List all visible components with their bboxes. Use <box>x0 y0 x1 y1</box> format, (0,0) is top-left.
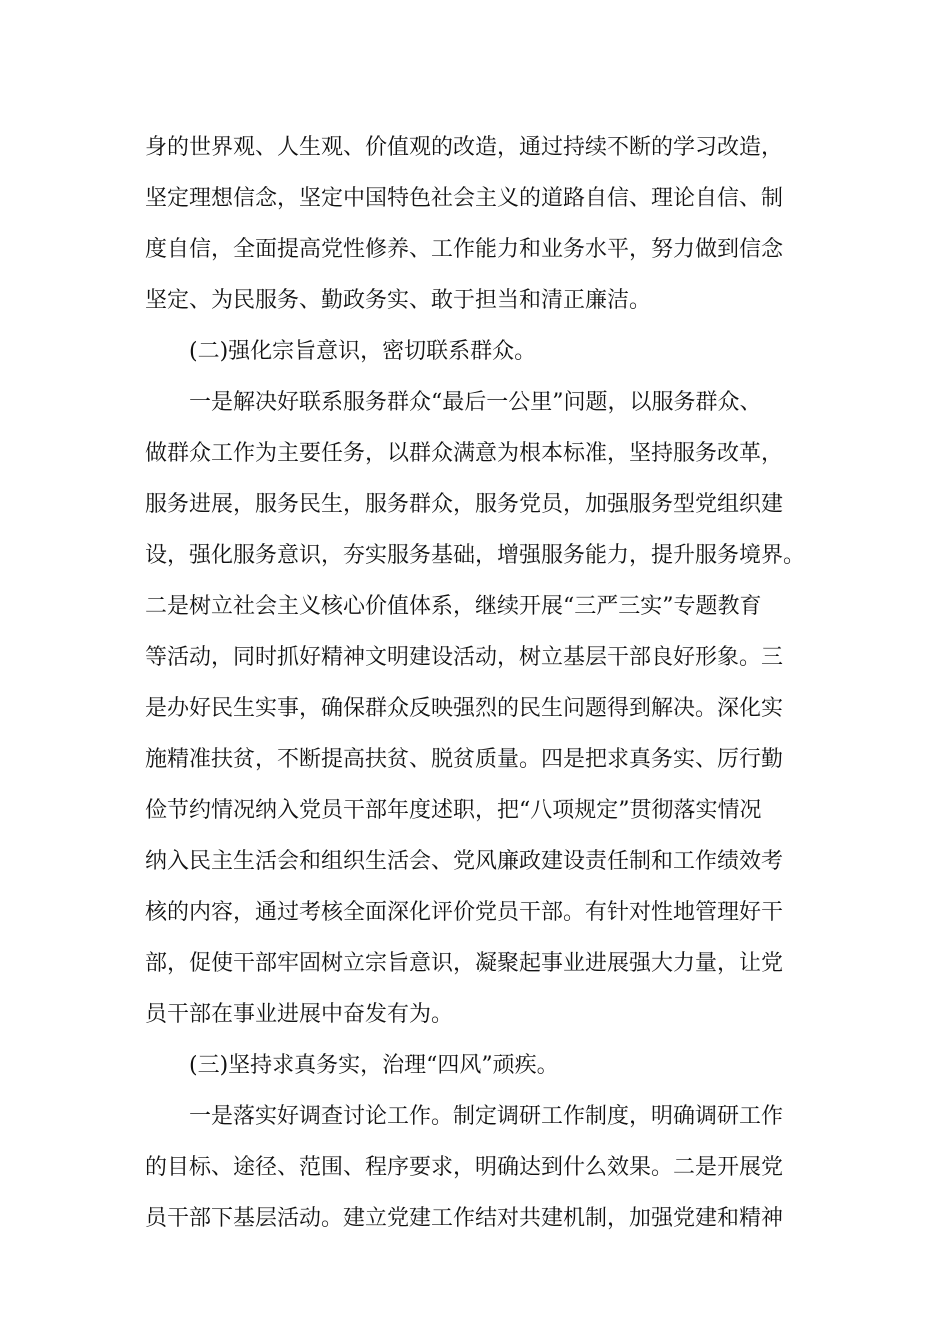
text-line: 俭节约情况纳入党员干部年度述职，把“八项规定”贯彻落实情况 <box>145 798 762 823</box>
text-line: 服务进展，服务民生，服务群众，服务党员，加强服务型党组织建 <box>145 492 784 517</box>
text-line: 核的内容，通过考核全面深化评价党员干部。有针对性地管理好干 <box>145 900 784 925</box>
section-heading: (三)坚持求真务实，治理“四风”顽疾。 <box>189 1053 559 1078</box>
text-line: 一是落实好调查讨论工作。制定调研工作制度，明确调研工作 <box>189 1104 784 1129</box>
section-heading: (二)强化宗旨意识，密切联系群众。 <box>189 339 537 364</box>
text-line: 坚定、为民服务、勤政务实、敢于担当和清正廉洁。 <box>145 288 652 313</box>
text-line: 二是树立社会主义核心价值体系，继续开展“三严三实”专题教育 <box>145 594 762 619</box>
text-line: 的目标、途径、范围、程序要求，明确达到什么效果。二是开展党 <box>145 1155 784 1180</box>
text-line: 等活动，同时抓好精神文明建设活动，树立基层干部良好形象。三 <box>145 645 784 670</box>
text-line: 做群众工作为主要任务，以群众满意为根本标准，坚持服务改革， <box>145 441 784 466</box>
text-line: 度自信，全面提高党性修养、工作能力和业务水平，努力做到信念 <box>145 237 784 262</box>
text-line: 部，促使干部牢固树立宗旨意识，凝聚起事业进展强大力量，让党 <box>145 951 784 976</box>
text-line: 坚定理想信念，坚定中国特色社会主义的道路自信、理论自信、制 <box>145 186 784 211</box>
text-line: 身的世界观、人生观、价值观的改造，通过持续不断的学习改造， <box>145 135 784 160</box>
text-line: 一是解决好联系服务群众“最后一公里”问题，以服务群众、 <box>189 390 762 415</box>
text-line: 施精准扶贫，不断提高扶贫、脱贫质量。四是把求真务实、厉行勤 <box>145 747 784 772</box>
text-line: 员干部下基层活动。建立党建工作结对共建机制，加强党建和精神 <box>145 1206 784 1231</box>
text-line: 是办好民生实事，确保群众反映强烈的民生问题得到解决。深化实 <box>145 696 784 721</box>
text-line: 员干部在事业进展中奋发有为。 <box>145 1002 454 1027</box>
text-line: 纳入民主生活会和组织生活会、党风廉政建设责任制和工作绩效考 <box>145 849 784 874</box>
text-line: 设，强化服务意识，夯实服务基础，增强服务能力，提升服务境界。 <box>145 543 806 568</box>
